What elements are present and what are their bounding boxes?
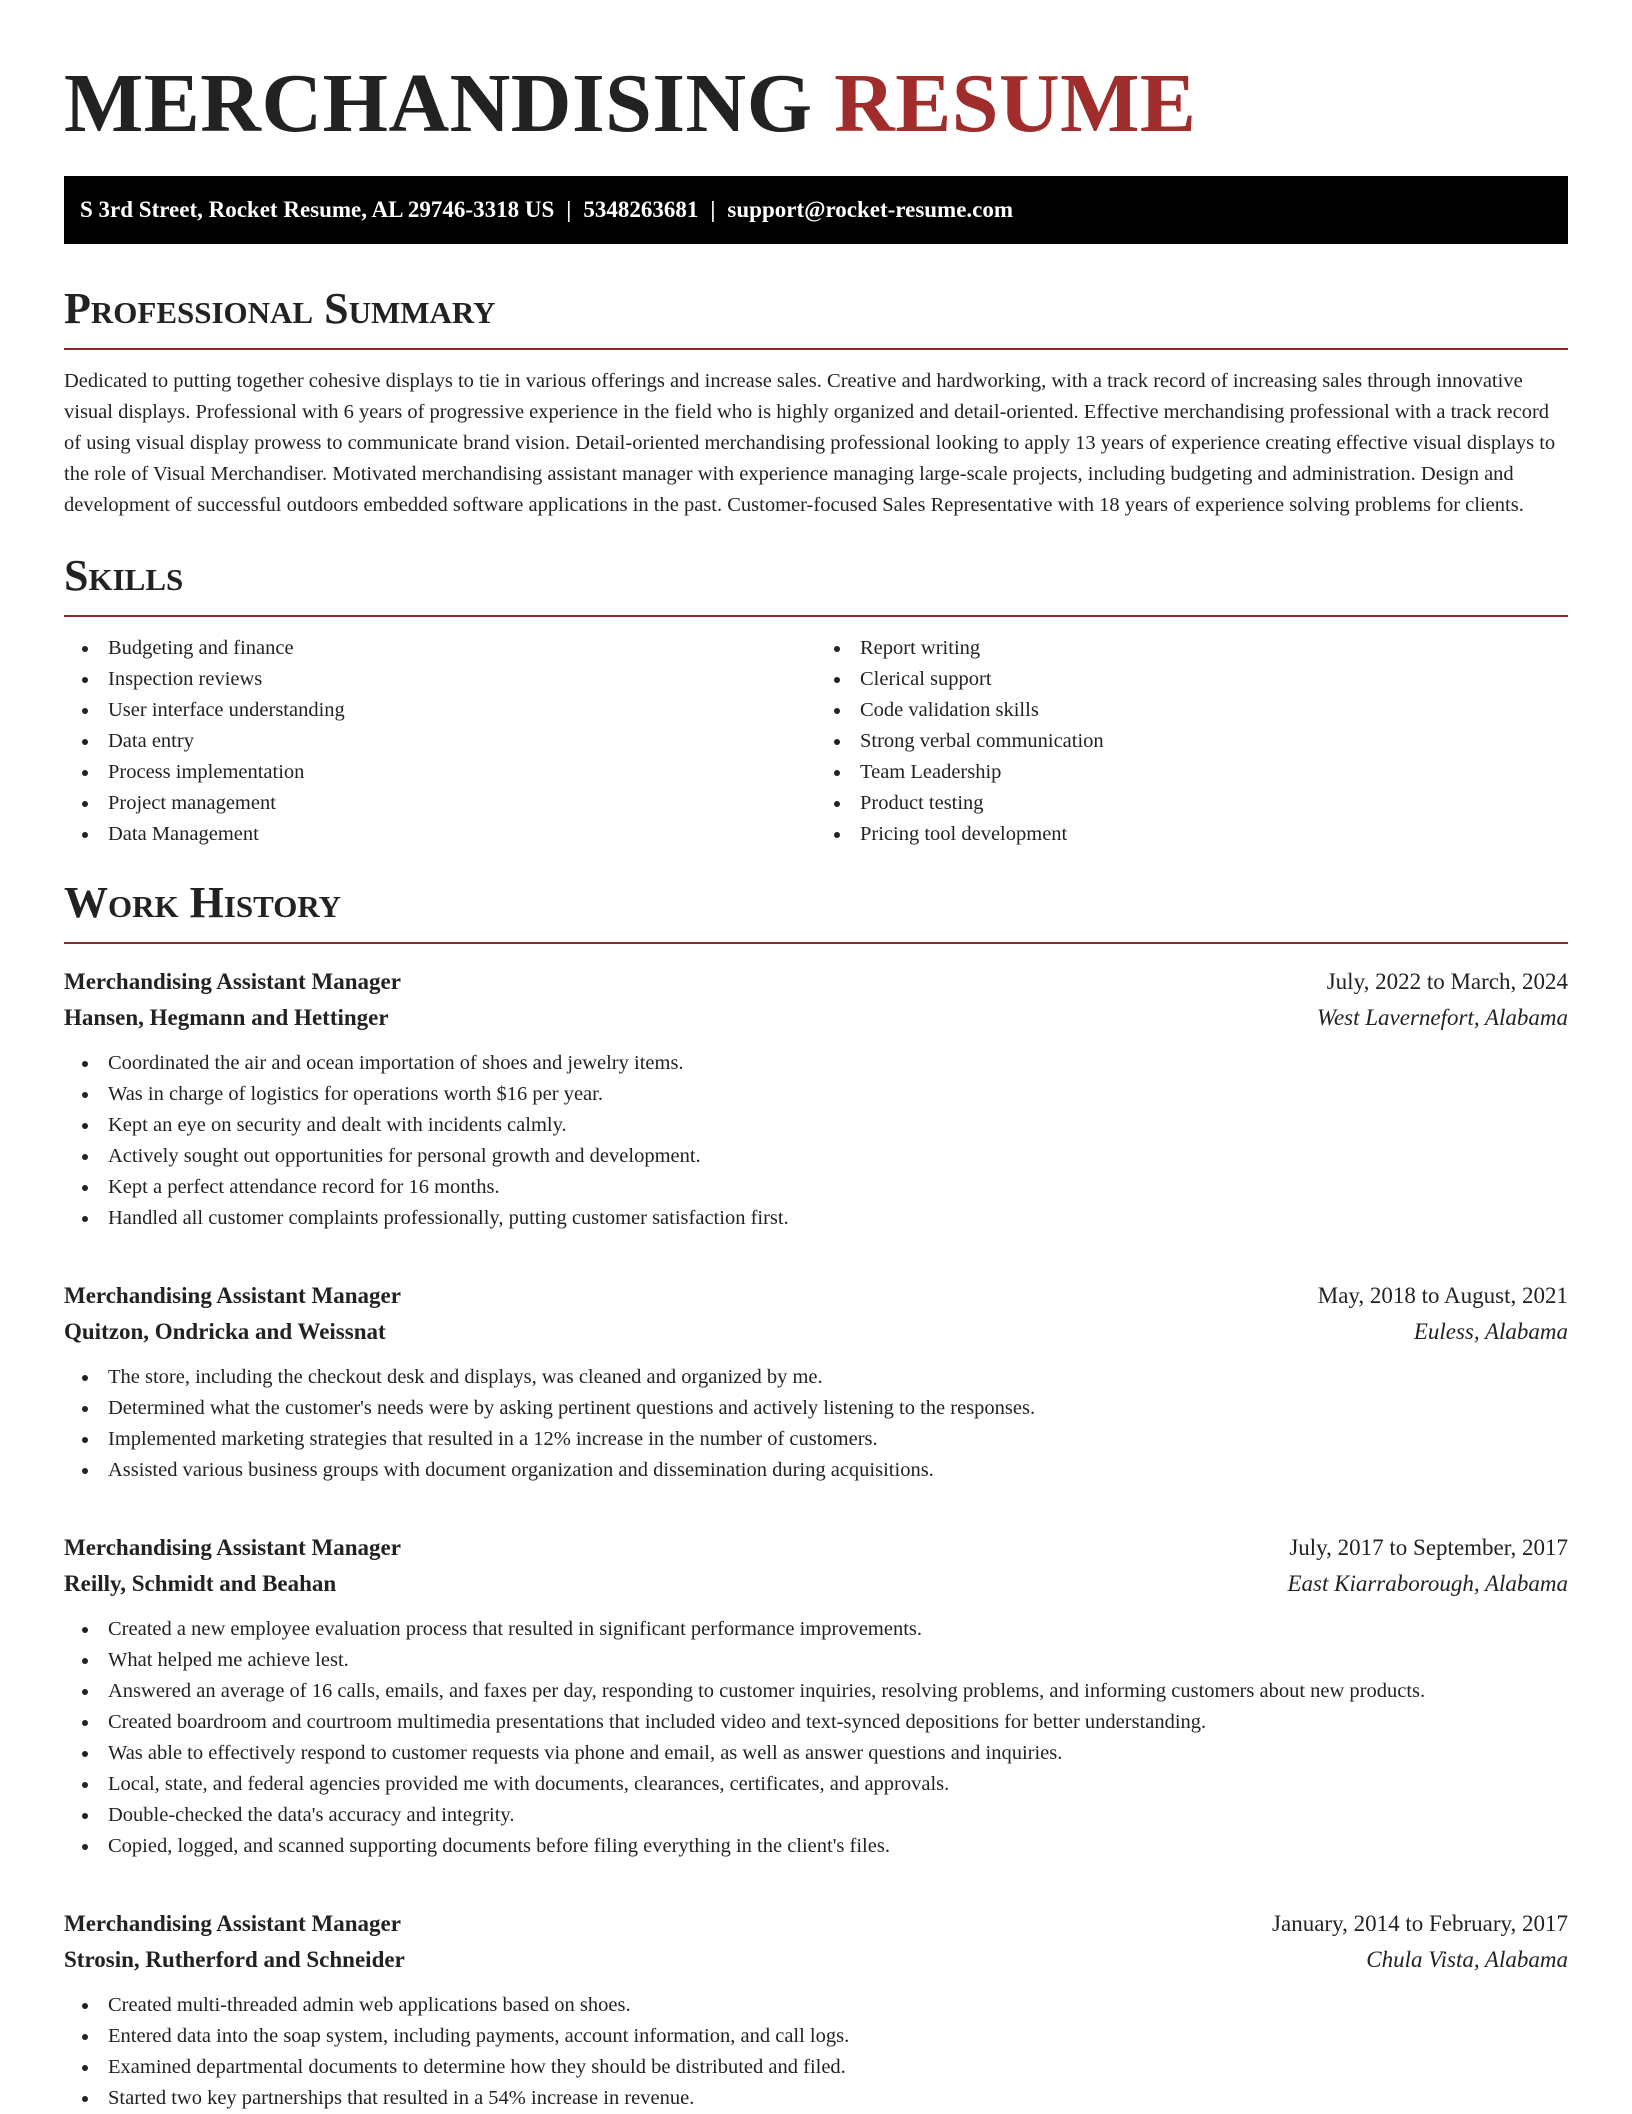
skills-heading: Skills (64, 551, 1568, 617)
skill-item: Budgeting and finance (108, 633, 816, 664)
job-bullet: Kept a perfect attendance record for 16 months. (108, 1172, 1568, 1203)
job-bullets (64, 1048, 1568, 1234)
job-bullet: Coordinated the air and ocean importation of shoes and jewelry items. (108, 1048, 1568, 1079)
professional-summary-section (64, 284, 1568, 521)
job-bullet: Copied, logged, and scanned supporting documents before filing everything in the client's files. (108, 1831, 1568, 1862)
skills-right-column (816, 633, 1568, 850)
job-entry (64, 1530, 1568, 1862)
contact-address: S 3rd Street, Rocket Resume, AL 29746-3318 US (80, 197, 555, 222)
job-entry (64, 1906, 1568, 2114)
job-bullet: Examined departmental documents to determine how they should be distributed and filed. (108, 2052, 1568, 2083)
skill-item: Strong verbal communication (860, 726, 1568, 757)
contact-phone[interactable]: 5348263681 (583, 197, 699, 222)
job-location: West Lavernefort, Alabama (1316, 1005, 1568, 1030)
skill-item: Pricing tool development (860, 819, 1568, 850)
job-bullet: Local, state, and federal agencies provided me with documents, clearances, certificates, and approvals. (108, 1769, 1568, 1800)
job-header-row (64, 964, 1568, 1000)
job-entry (64, 964, 1568, 1234)
job-bullet: Created boardroom and courtroom multimedia presentations that included video and text-synced depositions for better understanding. (108, 1707, 1568, 1738)
job-bullet: Answered an average of 16 calls, emails, and faxes per day, responding to customer inquiries, resolving problems, and informing customers about new products. (108, 1676, 1568, 1707)
job-bullet: Kept an eye on security and dealt with incidents calmly. (108, 1110, 1568, 1141)
job-dates: July, 2017 to September, 2017 (1289, 1535, 1568, 1560)
job-bullet: Created multi-threaded admin web applications based on shoes. (108, 1990, 1568, 2021)
work-history-section (64, 878, 1568, 2114)
job-header-row (64, 1278, 1568, 1314)
resume-title (64, 0, 1568, 150)
job-dates: January, 2014 to February, 2017 (1272, 1911, 1568, 1936)
job-company: Strosin, Rutherford and Schneider (64, 1947, 405, 1972)
job-company: Reilly, Schmidt and Beahan (64, 1571, 337, 1596)
skill-item: Clerical support (860, 664, 1568, 695)
skill-item: Data entry (108, 726, 816, 757)
job-bullet: Determined what the customer's needs were by asking pertinent questions and actively listening to the responses. (108, 1393, 1568, 1424)
skill-item: Team Leadership (860, 757, 1568, 788)
job-bullet: The store, including the checkout desk and displays, was cleaned and organized by me. (108, 1362, 1568, 1393)
title-main: MERCHANDISING (64, 57, 813, 150)
job-bullets (64, 1990, 1568, 2114)
title-accent: RESUME (834, 57, 1197, 150)
job-header-row (64, 1906, 1568, 1942)
job-bullet: Handled all customer complaints professionally, putting customer satisfaction first. (108, 1203, 1568, 1234)
job-dates: May, 2018 to August, 2021 (1317, 1283, 1568, 1308)
work-history-heading: Work History (64, 878, 1568, 944)
job-bullet: Was able to effectively respond to customer requests via phone and email, as well as answer questions and inquiries. (108, 1738, 1568, 1769)
job-title: Merchandising Assistant Manager (64, 1535, 401, 1560)
job-bullet: Implemented marketing strategies that resulted in a 12% increase in the number of customers. (108, 1424, 1568, 1455)
job-company-row (64, 1566, 1568, 1602)
job-location: Euless, Alabama (1413, 1319, 1568, 1344)
contact-email[interactable]: support@rocket-resume.com (727, 197, 1014, 222)
job-bullet: Actively sought out opportunities for personal growth and development. (108, 1141, 1568, 1172)
job-bullet: Entered data into the soap system, including payments, account information, and call logs. (108, 2021, 1568, 2052)
skill-item: Code validation skills (860, 695, 1568, 726)
skill-item: Project management (108, 788, 816, 819)
job-bullet: Assisted various business groups with document organization and dissemination during acquisitions. (108, 1455, 1568, 1486)
job-company-row (64, 1314, 1568, 1350)
job-location: East Kiarraborough, Alabama (1287, 1571, 1568, 1596)
job-bullets (64, 1614, 1568, 1862)
skill-item: User interface understanding (108, 695, 816, 726)
job-company-row (64, 1942, 1568, 1978)
job-bullet: What helped me achieve lest. (108, 1645, 1568, 1676)
job-bullet: Was in charge of logistics for operations worth $16 per year. (108, 1079, 1568, 1110)
job-company-row (64, 1000, 1568, 1036)
skills-left-column (64, 633, 816, 850)
skill-item: Report writing (860, 633, 1568, 664)
contact-bar (64, 176, 1568, 244)
job-entry (64, 1278, 1568, 1486)
skills-grid (64, 633, 1568, 850)
job-dates: July, 2022 to March, 2024 (1326, 969, 1568, 994)
skill-item: Data Management (108, 819, 816, 850)
contact-separator: | (566, 197, 572, 222)
job-bullet: Created a new employee evaluation process that resulted in significant performance improvements. (108, 1614, 1568, 1645)
job-company: Hansen, Hegmann and Hettinger (64, 1005, 389, 1030)
job-title: Merchandising Assistant Manager (64, 1283, 401, 1308)
summary-text: Dedicated to putting together cohesive displays to tie in various offerings and increase sales. Creative and hardworking, with a track record of increasing sales through innovative visual displays. Professional with 6 years of progressive experience in the field who is highly organized and detail-oriented. Effective merchandising professional with a track record of using visual display prowess to communicate brand vision. Detail-oriented merchandising professional looking to apply 13 years of experience creating effective visual displays to the role of Visual Merchandiser. Motivated merchandising assistant manager with experience managing large-scale projects, including budgeting and administration. Design and development of successful outdoors embedded software applications in the past. Customer-focused Sales Representative with 18 years of experience solving problems for clients. (64, 370, 1556, 516)
job-header-row (64, 1530, 1568, 1566)
skills-section (64, 551, 1568, 850)
summary-heading: Professional Summary (64, 284, 1568, 350)
job-company: Quitzon, Ondricka and Weissnat (64, 1319, 386, 1344)
job-bullet: Double-checked the data's accuracy and integrity. (108, 1800, 1568, 1831)
skill-item: Process implementation (108, 757, 816, 788)
job-bullets (64, 1362, 1568, 1486)
job-bullet: Started two key partnerships that resulted in a 54% increase in revenue. (108, 2083, 1568, 2114)
job-title: Merchandising Assistant Manager (64, 969, 401, 994)
skill-item: Inspection reviews (108, 664, 816, 695)
contact-separator: | (710, 197, 716, 222)
job-location: Chula Vista, Alabama (1366, 1947, 1568, 1972)
job-title: Merchandising Assistant Manager (64, 1911, 401, 1936)
skill-item: Product testing (860, 788, 1568, 819)
